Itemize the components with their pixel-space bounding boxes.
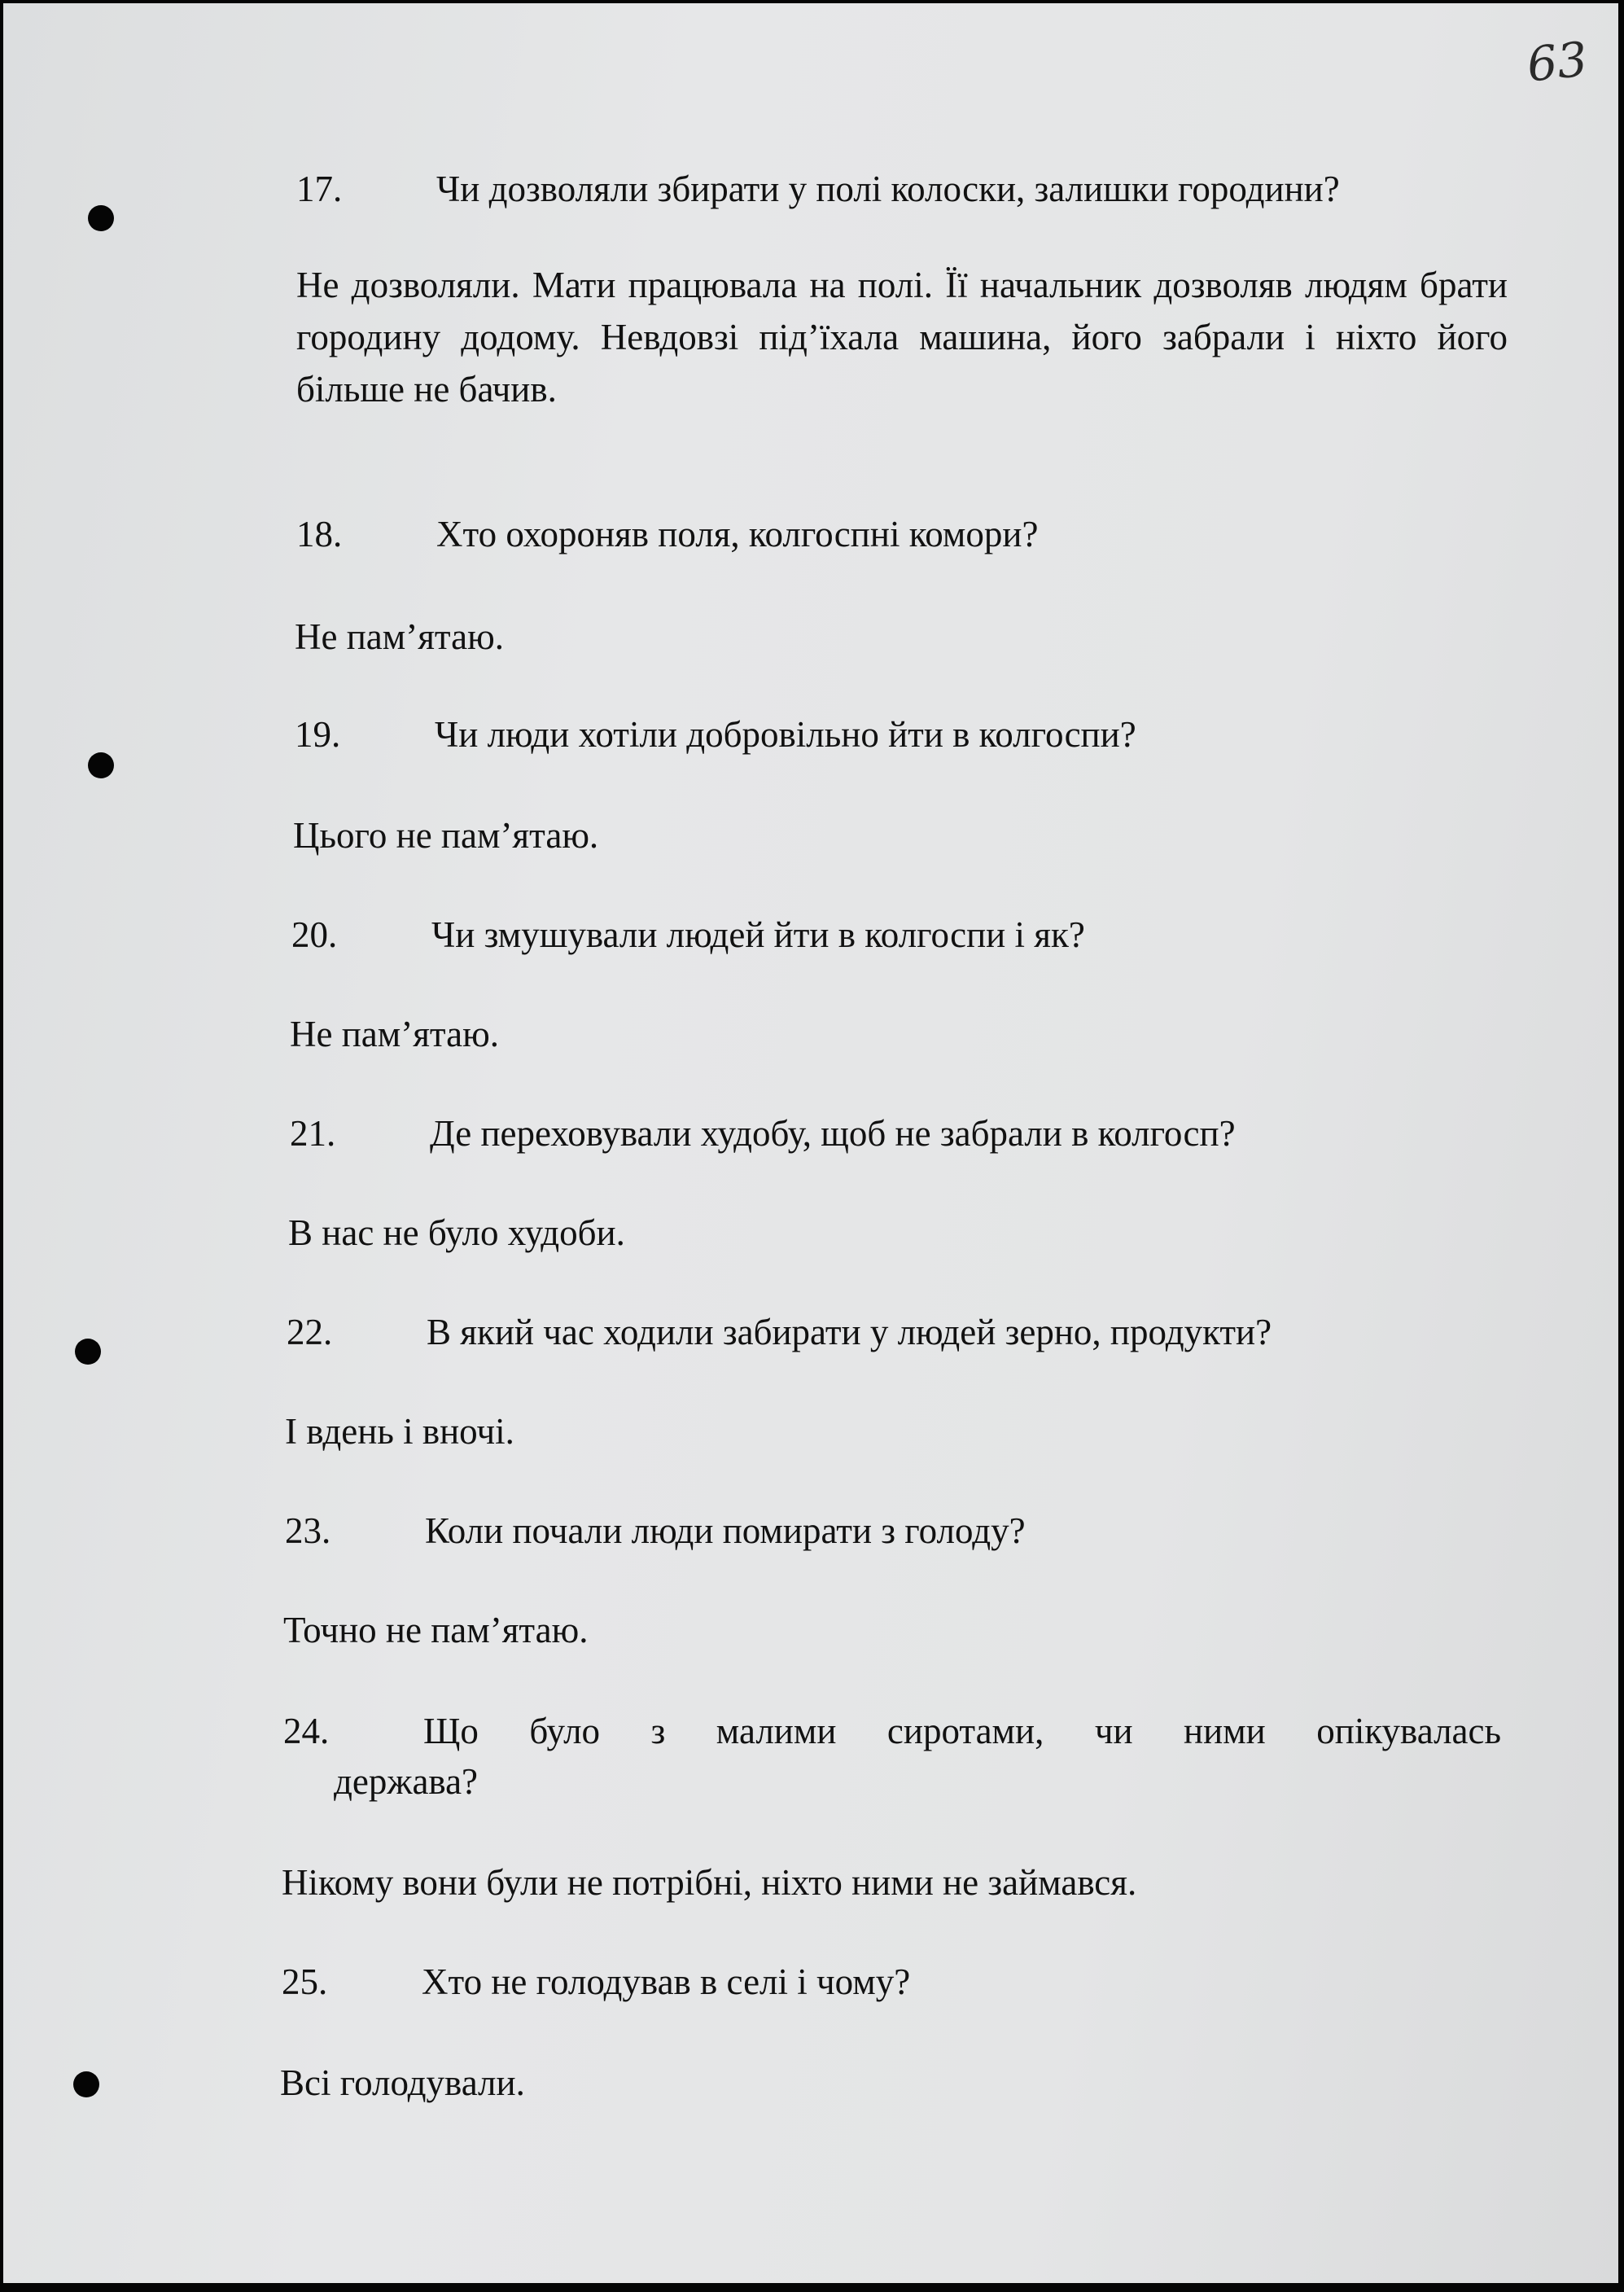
question-22 <box>287 1306 1272 1358</box>
question-text: Чи змушували людей йти в колгоспи і як? <box>431 914 1085 955</box>
question-21 <box>290 1107 1236 1159</box>
question-number: 22. <box>287 1312 333 1352</box>
question-24-continuation: держава? <box>334 1761 479 1802</box>
question-number: 23. <box>285 1510 331 1551</box>
question-number: 21. <box>290 1113 336 1154</box>
page-number: 63 <box>1524 31 1591 93</box>
question-text: Коли почали люди помирати з голоду? <box>425 1510 1026 1551</box>
answer-19: Цього не пам’ятаю. <box>293 815 599 856</box>
question-24 <box>283 1705 1501 1757</box>
question-number: 17. <box>296 169 343 209</box>
answer-17: Не дозволяли. Мати працювала на полі. Її начальник дозволяв людям брати городину додому. Невдовзі під’їхала машина, його забрали і ніхто його більше не бачив. <box>296 265 1508 410</box>
question-19 <box>295 708 1136 760</box>
question-17 <box>296 163 1340 215</box>
answer-18: Не пам’ятаю. <box>295 616 504 657</box>
document-page <box>3 3 1618 2283</box>
punch-hole <box>88 752 114 778</box>
question-18 <box>296 508 1038 560</box>
answer-22: І вдень і вночі. <box>285 1411 514 1452</box>
question-20 <box>291 909 1085 961</box>
question-number: 25. <box>282 1961 328 2002</box>
question-text: Хто не голодував в селі і чому? <box>422 1961 911 2002</box>
question-text: Чи люди хотіли добровільно йти в колгоспи? <box>435 714 1136 755</box>
question-number: 24. <box>283 1711 330 1751</box>
question-number: 20. <box>291 914 338 955</box>
punch-hole <box>88 205 114 231</box>
question-number: 18. <box>296 514 343 554</box>
question-text: Хто охороняв поля, колгоспні комори? <box>436 514 1039 554</box>
question-23 <box>285 1505 1026 1557</box>
answer-25: Всі голодували. <box>280 2062 525 2103</box>
punch-hole <box>73 2071 99 2097</box>
question-text: Що було з малими сиротами, чи ними опікувалась <box>423 1711 1501 1751</box>
question-25 <box>282 1956 910 2008</box>
question-text: Чи дозволяли збирати у полі колоски, залишки городини? <box>436 169 1340 209</box>
question-text: В який час ходили забирати у людей зерно, продукти? <box>427 1312 1272 1352</box>
question-number: 19. <box>295 714 341 755</box>
question-text: Де переховували худобу, щоб не забрали в колгосп? <box>430 1113 1236 1154</box>
punch-hole <box>75 1339 101 1365</box>
answer-23: Точно не пам’ятаю. <box>283 1610 589 1650</box>
answer-21: В нас не було худоби. <box>288 1212 625 1253</box>
answer-20: Не пам’ятаю. <box>290 1014 499 1054</box>
answer-24: Нікому вони були не потрібні, ніхто ними не займався. <box>282 1862 1137 1903</box>
